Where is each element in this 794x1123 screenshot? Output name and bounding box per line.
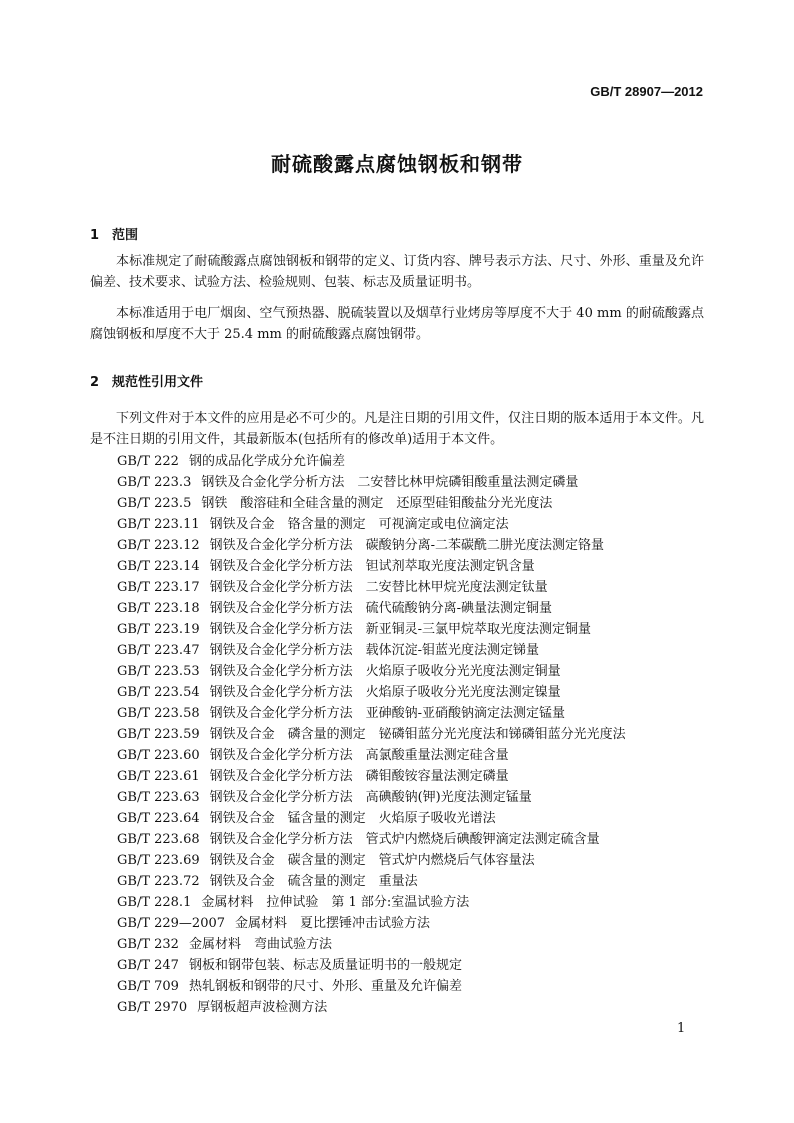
reference-title: 钢铁及合金化学分析方法 钽试剂萃取光度法测定钒含量 [209, 559, 535, 574]
reference-title: 钢铁及合金化学分析方法 二安替比林甲烷磷钼酸重量法测定磷量 [201, 475, 579, 490]
reference-title: 钢铁及合金化学分析方法 磷钼酸铵容量法测定磷量 [209, 769, 509, 784]
reference-title: 钢板和钢带包装、标志及质量证明书的一般规定 [188, 958, 462, 973]
reference-item [117, 808, 626, 829]
reference-code: GB/T 223.17 [117, 580, 200, 595]
reference-item [117, 535, 626, 556]
section-number: 1 [90, 228, 100, 243]
section-heading-text: 范围 [112, 228, 139, 243]
reference-item [117, 787, 626, 808]
scope-paragraph-1: 本标准规定了耐硫酸露点腐蚀钢板和钢带的定义、订货内容、牌号表示方法、尺寸、外形、重量及允许偏差、技术要求、试验方法、检验规则、包装、标志及质量证明书。 [90, 254, 704, 290]
reference-title: 钢铁及合金化学分析方法 载体沉淀-钼蓝光度法测定锑量 [209, 643, 540, 658]
reference-title: 钢铁及合金化学分析方法 二安替比林甲烷光度法测定钛量 [209, 580, 548, 595]
references-intro-paragraph: 下列文件对于本文件的应用是必不可少的。凡是注日期的引用文件，仅注日期的版本适用于本文件。凡是不注日期的引用文件，其最新版本(包括所有的修改单)适用于本文件。 [90, 411, 704, 447]
reference-title: 钢铁及合金化学分析方法 高碘酸钠(钾)光度法测定锰量 [209, 790, 532, 805]
reference-code: GB/T 232 [117, 937, 179, 952]
reference-code: GB/T 223.60 [117, 748, 200, 763]
section-heading-scope [90, 224, 138, 243]
reference-code: GB/T 223.69 [117, 853, 200, 868]
reference-title: 钢铁及合金 铬含量的测定 可视滴定或电位滴定法 [209, 517, 509, 532]
reference-title: 厚钢板超声波检测方法 [197, 1000, 328, 1015]
reference-code: GB/T 223.61 [117, 769, 200, 784]
reference-code: GB/T 223.72 [117, 874, 200, 889]
reference-item [117, 682, 626, 703]
reference-item [117, 913, 626, 934]
scope-paragraph-2: 本标准适用于电厂烟囱、空气预热器、脱硫装置以及烟草行业烤房等厚度不大于 40 mm 的耐硫酸露点腐蚀钢板和厚度不大于 25.4 mm 的耐硫酸露点腐蚀钢带。 [90, 306, 704, 342]
reference-code: GB/T 223.3 [117, 475, 192, 490]
reference-code: GB/T 222 [117, 454, 179, 469]
reference-code: GB/T 223.11 [117, 517, 200, 532]
reference-code: GB/T 709 [117, 979, 179, 994]
reference-title: 钢铁及合金 碳含量的测定 管式炉内燃烧后气体容量法 [209, 853, 535, 868]
reference-code: GB/T 2970 [117, 1000, 188, 1015]
reference-title: 钢铁及合金化学分析方法 新亚铜灵-三氯甲烷萃取光度法测定铜量 [209, 622, 592, 637]
reference-code: GB/T 223.68 [117, 832, 200, 847]
section-number: 2 [90, 375, 100, 390]
reference-item [117, 724, 626, 745]
reference-item [117, 514, 626, 535]
reference-item [117, 619, 626, 640]
reference-code: GB/T 223.64 [117, 811, 200, 826]
reference-item [117, 955, 626, 976]
reference-title: 钢铁及合金 磷含量的测定 铋磷钼蓝分光光度法和锑磷钼蓝分光光度法 [209, 727, 626, 742]
reference-code: GB/T 223.47 [117, 643, 200, 658]
reference-title: 热轧钢板和钢带的尺寸、外形、重量及允许偏差 [188, 979, 462, 994]
reference-item [117, 640, 626, 661]
document-title: 耐硫酸露点腐蚀钢板和钢带 [271, 152, 523, 176]
reference-title: 钢铁及合金化学分析方法 碳酸钠分离-二苯碳酰二肼光度法测定铬量 [209, 538, 605, 553]
reference-code: GB/T 223.59 [117, 727, 200, 742]
reference-title: 金属材料 拉伸试验 第 1 部分:室温试验方法 [201, 895, 470, 910]
reference-item [117, 493, 626, 514]
reference-item [117, 976, 626, 997]
reference-code: GB/T 223.54 [117, 685, 200, 700]
reference-item [117, 598, 626, 619]
page-number: 1 [677, 1021, 686, 1036]
reference-code: GB/T 223.12 [117, 538, 200, 553]
reference-item [117, 829, 626, 850]
reference-title: 钢铁及合金化学分析方法 火焰原子吸收分光光度法测定铜量 [209, 664, 561, 679]
reference-item [117, 892, 626, 913]
reference-code: GB/T 223.63 [117, 790, 200, 805]
reference-title: 钢铁及合金化学分析方法 硫代硫酸钠分离-碘量法测定铜量 [209, 601, 553, 616]
reference-title: 钢铁及合金化学分析方法 高氯酸重量法测定硅含量 [209, 748, 509, 763]
reference-code: GB/T 223.58 [117, 706, 200, 721]
reference-title: 金属材料 夏比摆锤冲击试验方法 [235, 916, 431, 931]
reference-code: GB/T 247 [117, 958, 179, 973]
reference-title: 金属材料 弯曲试验方法 [188, 937, 332, 952]
standard-code: GB/T 28907—2012 [590, 84, 703, 99]
reference-code: GB/T 223.18 [117, 601, 200, 616]
reference-code: GB/T 228.1 [117, 895, 192, 910]
reference-code: GB/T 223.19 [117, 622, 200, 637]
reference-title: 钢铁 酸溶硅和全硅含量的测定 还原型硅钼酸盐分光光度法 [201, 496, 553, 511]
reference-title: 钢铁及合金 硫含量的测定 重量法 [209, 874, 418, 889]
reference-item [117, 451, 626, 472]
reference-item [117, 745, 626, 766]
reference-code: GB/T 223.14 [117, 559, 200, 574]
reference-item [117, 850, 626, 871]
reference-item [117, 556, 626, 577]
reference-title: 钢铁及合金化学分析方法 火焰原子吸收分光光度法测定镍量 [209, 685, 561, 700]
reference-code: GB/T 223.53 [117, 664, 200, 679]
reference-code: GB/T 223.5 [117, 496, 192, 511]
reference-item [117, 997, 626, 1018]
reference-item [117, 661, 626, 682]
reference-title: 钢的成品化学成分允许偏差 [188, 454, 345, 469]
reference-list [117, 451, 626, 1018]
reference-title: 钢铁及合金化学分析方法 亚砷酸钠-亚硝酸钠滴定法测定锰量 [209, 706, 566, 721]
reference-title: 钢铁及合金化学分析方法 管式炉内燃烧后碘酸钾滴定法测定硫含量 [209, 832, 600, 847]
section-heading-text: 规范性引用文件 [112, 375, 204, 390]
section-heading-normative-references [90, 371, 203, 390]
reference-item [117, 766, 626, 787]
reference-item [117, 472, 626, 493]
reference-item [117, 577, 626, 598]
reference-item [117, 871, 626, 892]
reference-item [117, 934, 626, 955]
reference-code: GB/T 229—2007 [117, 916, 226, 931]
reference-item [117, 703, 626, 724]
reference-title: 钢铁及合金 锰含量的测定 火焰原子吸收光谱法 [209, 811, 496, 826]
